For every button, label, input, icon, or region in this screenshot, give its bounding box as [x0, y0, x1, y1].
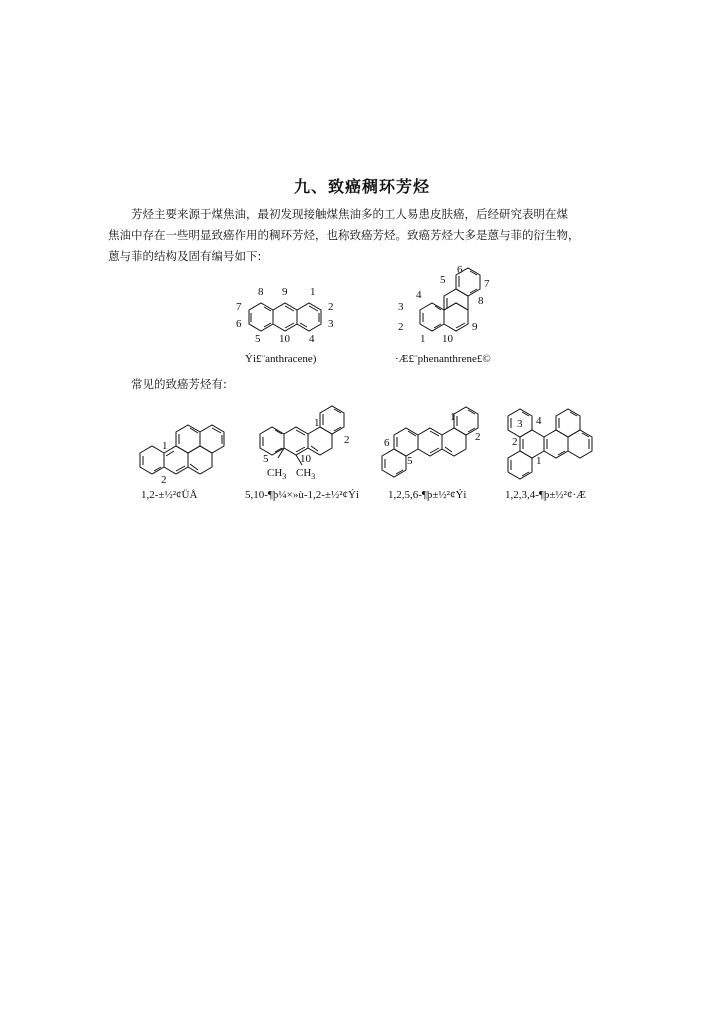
ring-number: 7 — [484, 278, 490, 290]
paragraph-line: 焦油中存在一些明显致癌作用的稠环芳烃，也称致癌芳烃。致癌芳烃大多是蒽与菲的衍生物， — [108, 228, 580, 242]
anthracene-structure — [225, 282, 350, 372]
intro-paragraph — [108, 204, 628, 267]
ring-number: 2 — [328, 301, 334, 313]
ring-number: 6 — [236, 318, 242, 330]
ring-number: 1 — [536, 455, 542, 467]
ring-number: 3 — [398, 301, 404, 313]
ring-number: 2 — [512, 436, 518, 448]
ring-number: 1 — [314, 417, 320, 429]
phenanthrene-structure — [390, 262, 535, 372]
ring-number: 1 — [162, 440, 168, 452]
ring-number: 1 — [420, 333, 426, 345]
ring-number: 2 — [161, 474, 167, 486]
carcinogen-caption: 5,10-¶þ¼×»ù-1,2-±½²¢Ýi — [245, 489, 360, 501]
ring-number: 3 — [328, 318, 334, 330]
carcinogen-caption: 1,2,5,6-¶þ±½²¢Ýi — [388, 489, 467, 501]
dibenzophenanthrene-structure — [500, 398, 610, 503]
carcinogen-caption: 1,2,3,4-¶þ±½²¢·Æ — [505, 489, 586, 501]
ring-number: 8 — [258, 286, 264, 298]
ring-number: 6 — [384, 437, 390, 449]
phenanthrene-caption: ·Æ£¨phenanthrene£© — [395, 353, 491, 365]
methyl-label: $CH_3$ — [296, 467, 316, 481]
ring-number: 2 — [344, 434, 350, 446]
ring-number: 4 — [416, 289, 422, 301]
page-title: 九、致癌稠环芳烃 — [293, 177, 430, 196]
anthracene-caption: Ýi£¨anthracene) — [245, 353, 317, 365]
paragraph-line: 蒽与菲的结构及固有编号如下: — [108, 249, 262, 263]
ring-number: 8 — [478, 295, 484, 307]
ring-number: 5 — [407, 455, 413, 467]
ring-number: 4 — [536, 415, 542, 427]
ring-number: 5 — [263, 453, 269, 465]
ring-number: 1 — [450, 411, 456, 423]
carcinogen-caption: 1,2-±½²¢ÜÅ — [141, 489, 198, 501]
ring-number: 4 — [309, 333, 315, 345]
ring-number: 1 — [310, 286, 316, 298]
ring-number: 6 — [457, 264, 463, 276]
ring-number: 7 — [236, 301, 242, 313]
methyl-label: $CH_3$ — [267, 467, 287, 481]
ring-number: 3 — [517, 418, 523, 430]
ring-number: 2 — [398, 321, 404, 333]
ring-number: 10 — [300, 453, 311, 465]
ring-number: 5 — [255, 333, 261, 345]
ring-number: 10 — [279, 333, 290, 345]
ring-number: 10 — [442, 333, 453, 345]
section-subheading: 常见的致癌芳烃有: — [131, 377, 227, 391]
paragraph-line: 芳烃主要来源于煤焦油，最初发现接触煤焦油多的工人易患皮肤癌，后经研究表明在煤 — [131, 207, 568, 221]
dibenzanthracene-structure — [370, 398, 518, 503]
benzopyrene-structure — [128, 408, 243, 503]
ring-number: 5 — [440, 274, 446, 286]
ring-number: 9 — [472, 321, 478, 333]
ring-number: 2 — [475, 431, 481, 443]
ring-number: 9 — [282, 286, 288, 298]
